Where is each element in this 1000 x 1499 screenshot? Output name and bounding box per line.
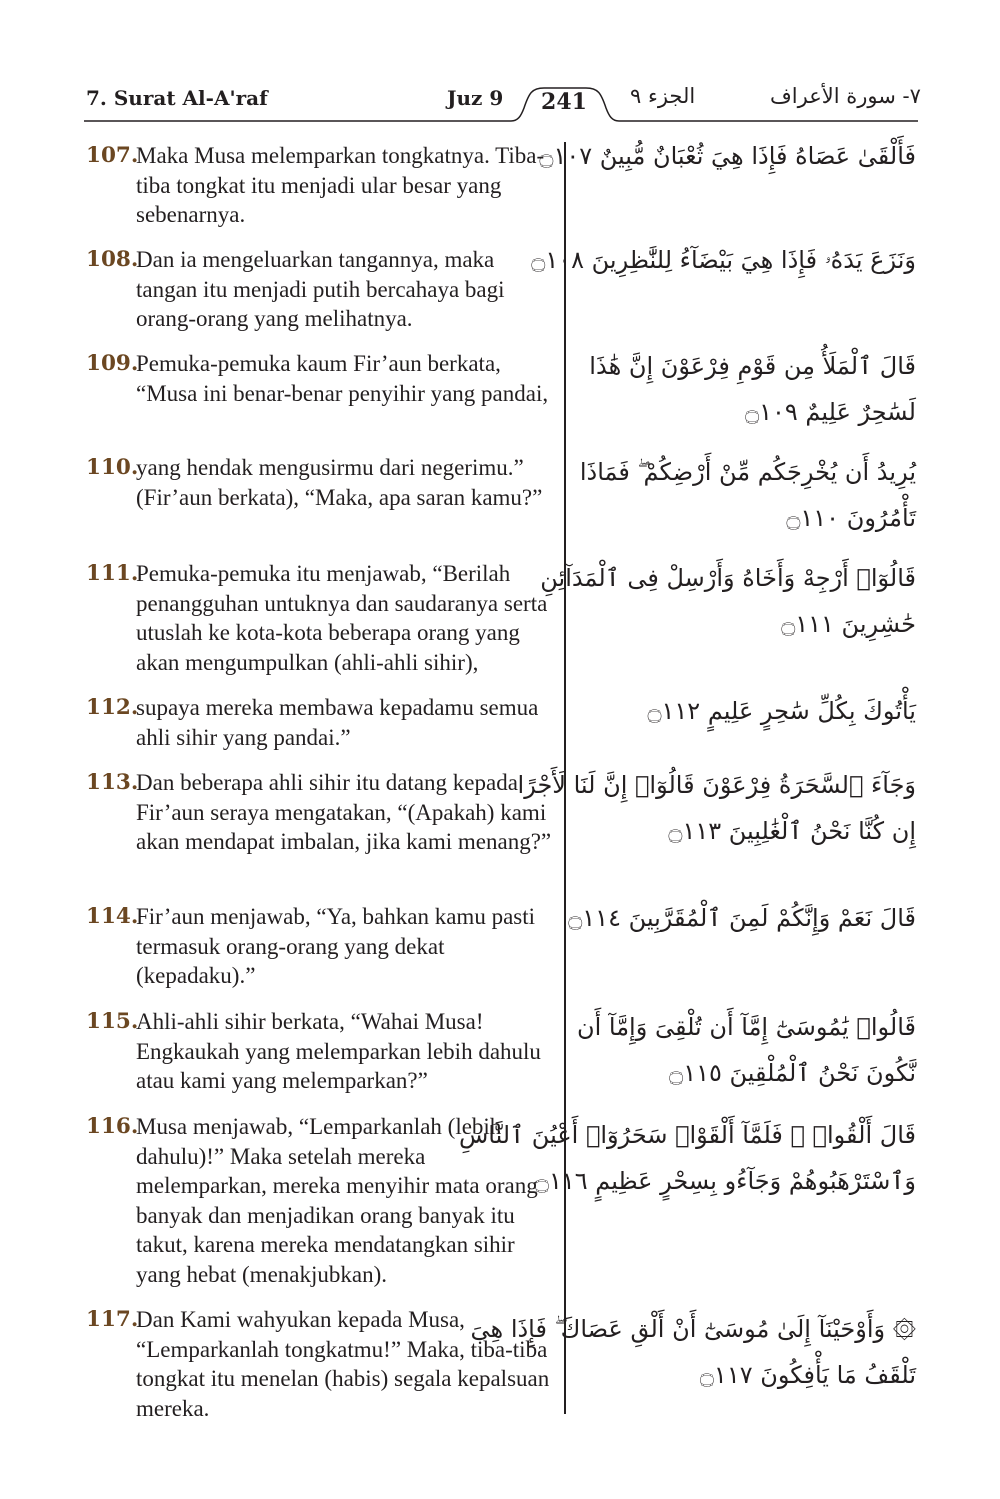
verse-text: Musa menjawab, “Lemparkanlah (lebih dahulu)!” Maka setelah mereka melemparkan, mereka menyihir mata orang banyak dan menjadikan orang banyak itu takut, karena mereka mendatangkan sihir yang hebat (menakjubkan).	[136, 1114, 538, 1287]
verse-arabic-109	[556, 343, 916, 435]
verse-number: 109.	[86, 351, 139, 376]
arabic-line: وَجَآءَ ٱلسَّحَرَةُ فِرْعَوْنَ قَالُوٓا۟ إِنَّ لَنَا لَأَجْرًا	[517, 771, 916, 799]
arabic-line: فَأَلْقَىٰ عَصَاهُ فَإِذَا هِيَ ثُعْبَانٌ مُّبِينٌ ۝١٠٧	[539, 142, 916, 170]
verse-number: 114.	[86, 904, 139, 929]
verse-text: Dan Kami wahyukan kepada Musa, “Lemparkanlah tongkatmu!” Maka, tiba-tiba tongkat itu menelan (habis) segala kepalsuan mereka.	[136, 1307, 550, 1421]
verse-number: 107.	[86, 143, 139, 168]
surah-name-arabic: ٧- سورة الأعراف	[770, 84, 921, 108]
verse-text: Ahli-ahli sihir berkata, “Wahai Musa! Engkaukah yang melemparkan lebih dahulu atau kami yang melemparkan?”	[136, 1009, 541, 1093]
verse-number: 111.	[86, 561, 139, 586]
verse-arabic-110	[556, 449, 916, 541]
verse-text: Pemuka-pemuka itu menjawab, “Berilah penangguhan untuknya dan saudaranya serta utuslah ke kota-kota beberapa orang yang akan mengumpulkan (ahli-ahli sihir),	[136, 561, 548, 675]
verse-arabic-111	[540, 555, 916, 647]
header-rule-with-page-tab	[0, 0, 1000, 130]
arabic-line: قَالَ أَلْقُوا۟ ۖ فَلَمَّآ أَلْقَوْا۟ سَحَرُوٓا۟ أَعْيُنَ ٱلنَّاسِ	[458, 1121, 916, 1149]
verse-number: 108.	[86, 247, 139, 272]
arabic-line: يُرِيدُ أَن يُخْرِجَكُم مِّنْ أَرْضِكُمْ ۖ فَمَاذَا	[579, 458, 916, 486]
arabic-line: لَسَٰحِرٌ عَلِيمٌ ۝١٠٩	[745, 398, 916, 426]
verse-text: Pemuka-pemuka kaum Fir’aun berkata, “Musa ini benar-benar penyihir yang pandai,	[136, 351, 549, 406]
arabic-line: قَالُوا۟ يَٰمُوسَىٰٓ إِمَّآ أَن تُلْقِىَ وَإِمَّآ أَن	[576, 1013, 916, 1041]
verse-text: Dan beberapa ahli sihir itu datang kepada Fir’aun seraya mengatakan, “(Apakah) kami akan mendapat imbalan, jika kami menang?”	[136, 770, 552, 854]
arabic-line: ۞ وَأَوْحَيْنَآ إِلَىٰ مُوسَىٰٓ أَنْ أَلْقِ عَصَاكَ ۖ فَإِذَا هِىَ	[470, 1315, 916, 1343]
arabic-line: إِن كُنَّا نَحْنُ ٱلْغَٰلِبِينَ ۝١١٣	[668, 817, 916, 845]
verse-text: yang hendak mengusirmu dari negerimu.” (Fir’aun berkata), “Maka, apa saran kamu?”	[136, 455, 543, 510]
verse-text: Fir’aun menjawab, “Ya, bahkan kamu pasti termasuk orang-orang yang dekat (kepadaku).”	[136, 904, 536, 988]
verse-text: Maka Musa melemparkan tongkatnya. Tiba-tiba tongkat itu menjadi ular besar yang sebenarnya.	[136, 143, 545, 227]
arabic-line: وَٱسْتَرْهَبُوهُمْ وَجَآءُو بِسِحْرٍ عَظِيمٍ ۝١١٦	[534, 1167, 916, 1195]
arabic-line: نَّكُونَ نَحْنُ ٱلْمُلْقِينَ ۝١١٥	[669, 1059, 916, 1087]
verse-number: 113.	[86, 770, 139, 795]
verse-arabic-107	[539, 133, 916, 179]
surah-name-latin: 7. Surat Al-A'raf	[86, 86, 268, 110]
verse-number: 112.	[86, 695, 139, 720]
arabic-line: وَنَزَعَ يَدَهُۥ فَإِذَا هِيَ بَيْضَآءُ لِلنَّٰظِرِينَ ۝١٠٨	[531, 246, 916, 274]
page-header	[0, 0, 1000, 130]
arabic-line: تَأْمُرُونَ ۝١١٠	[786, 504, 916, 532]
juz-label-arabic: الجزء ٩	[630, 84, 696, 108]
verse-arabic-114	[556, 895, 916, 941]
verse-arabic-115	[556, 1004, 916, 1096]
verse-arabic-117	[470, 1306, 916, 1398]
verse-number: 117.	[86, 1307, 139, 1332]
verse-arabic-112	[556, 688, 916, 734]
page-number: 241	[541, 89, 587, 115]
arabic-line: قَالَ نَعَمْ وَإِنَّكُمْ لَمِنَ ٱلْمُقَرَّبِينَ ۝١١٤	[568, 904, 916, 932]
arabic-line: يَأْتُوكَ بِكُلِّ سَٰحِرٍ عَلِيمٍ ۝١١٢	[647, 697, 916, 725]
verse-number: 116.	[86, 1114, 139, 1139]
juz-label-latin: Juz 9	[447, 86, 504, 110]
arabic-line: قَالَ ٱلْمَلَأُ مِن قَوْمِ فِرْعَوْنَ إِنَّ هَٰذَا	[589, 352, 916, 380]
arabic-line: قَالُوٓا۟ أَرْجِهْ وَأَخَاهُ وَأَرْسِلْ فِى ٱلْمَدَآئِنِ	[540, 564, 916, 592]
verse-number: 110.	[86, 455, 139, 480]
verse-text: Dan ia mengeluarkan tangannya, maka tangan itu menjadi putih bercahaya bagi orang-orang yang melihatnya.	[136, 247, 505, 331]
verse-arabic-113	[517, 762, 916, 854]
verse-number: 115.	[86, 1009, 139, 1034]
verse-text: supaya mereka membawa kepadamu semua ahli sihir yang pandai.”	[136, 695, 539, 750]
verse-arabic-116	[458, 1112, 916, 1204]
verse-arabic-108	[531, 237, 916, 283]
arabic-line: تَلْقَفُ مَا يَأْفِكُونَ ۝١١٧	[699, 1361, 916, 1389]
arabic-line: حَٰشِرِينَ ۝١١١	[781, 610, 916, 638]
